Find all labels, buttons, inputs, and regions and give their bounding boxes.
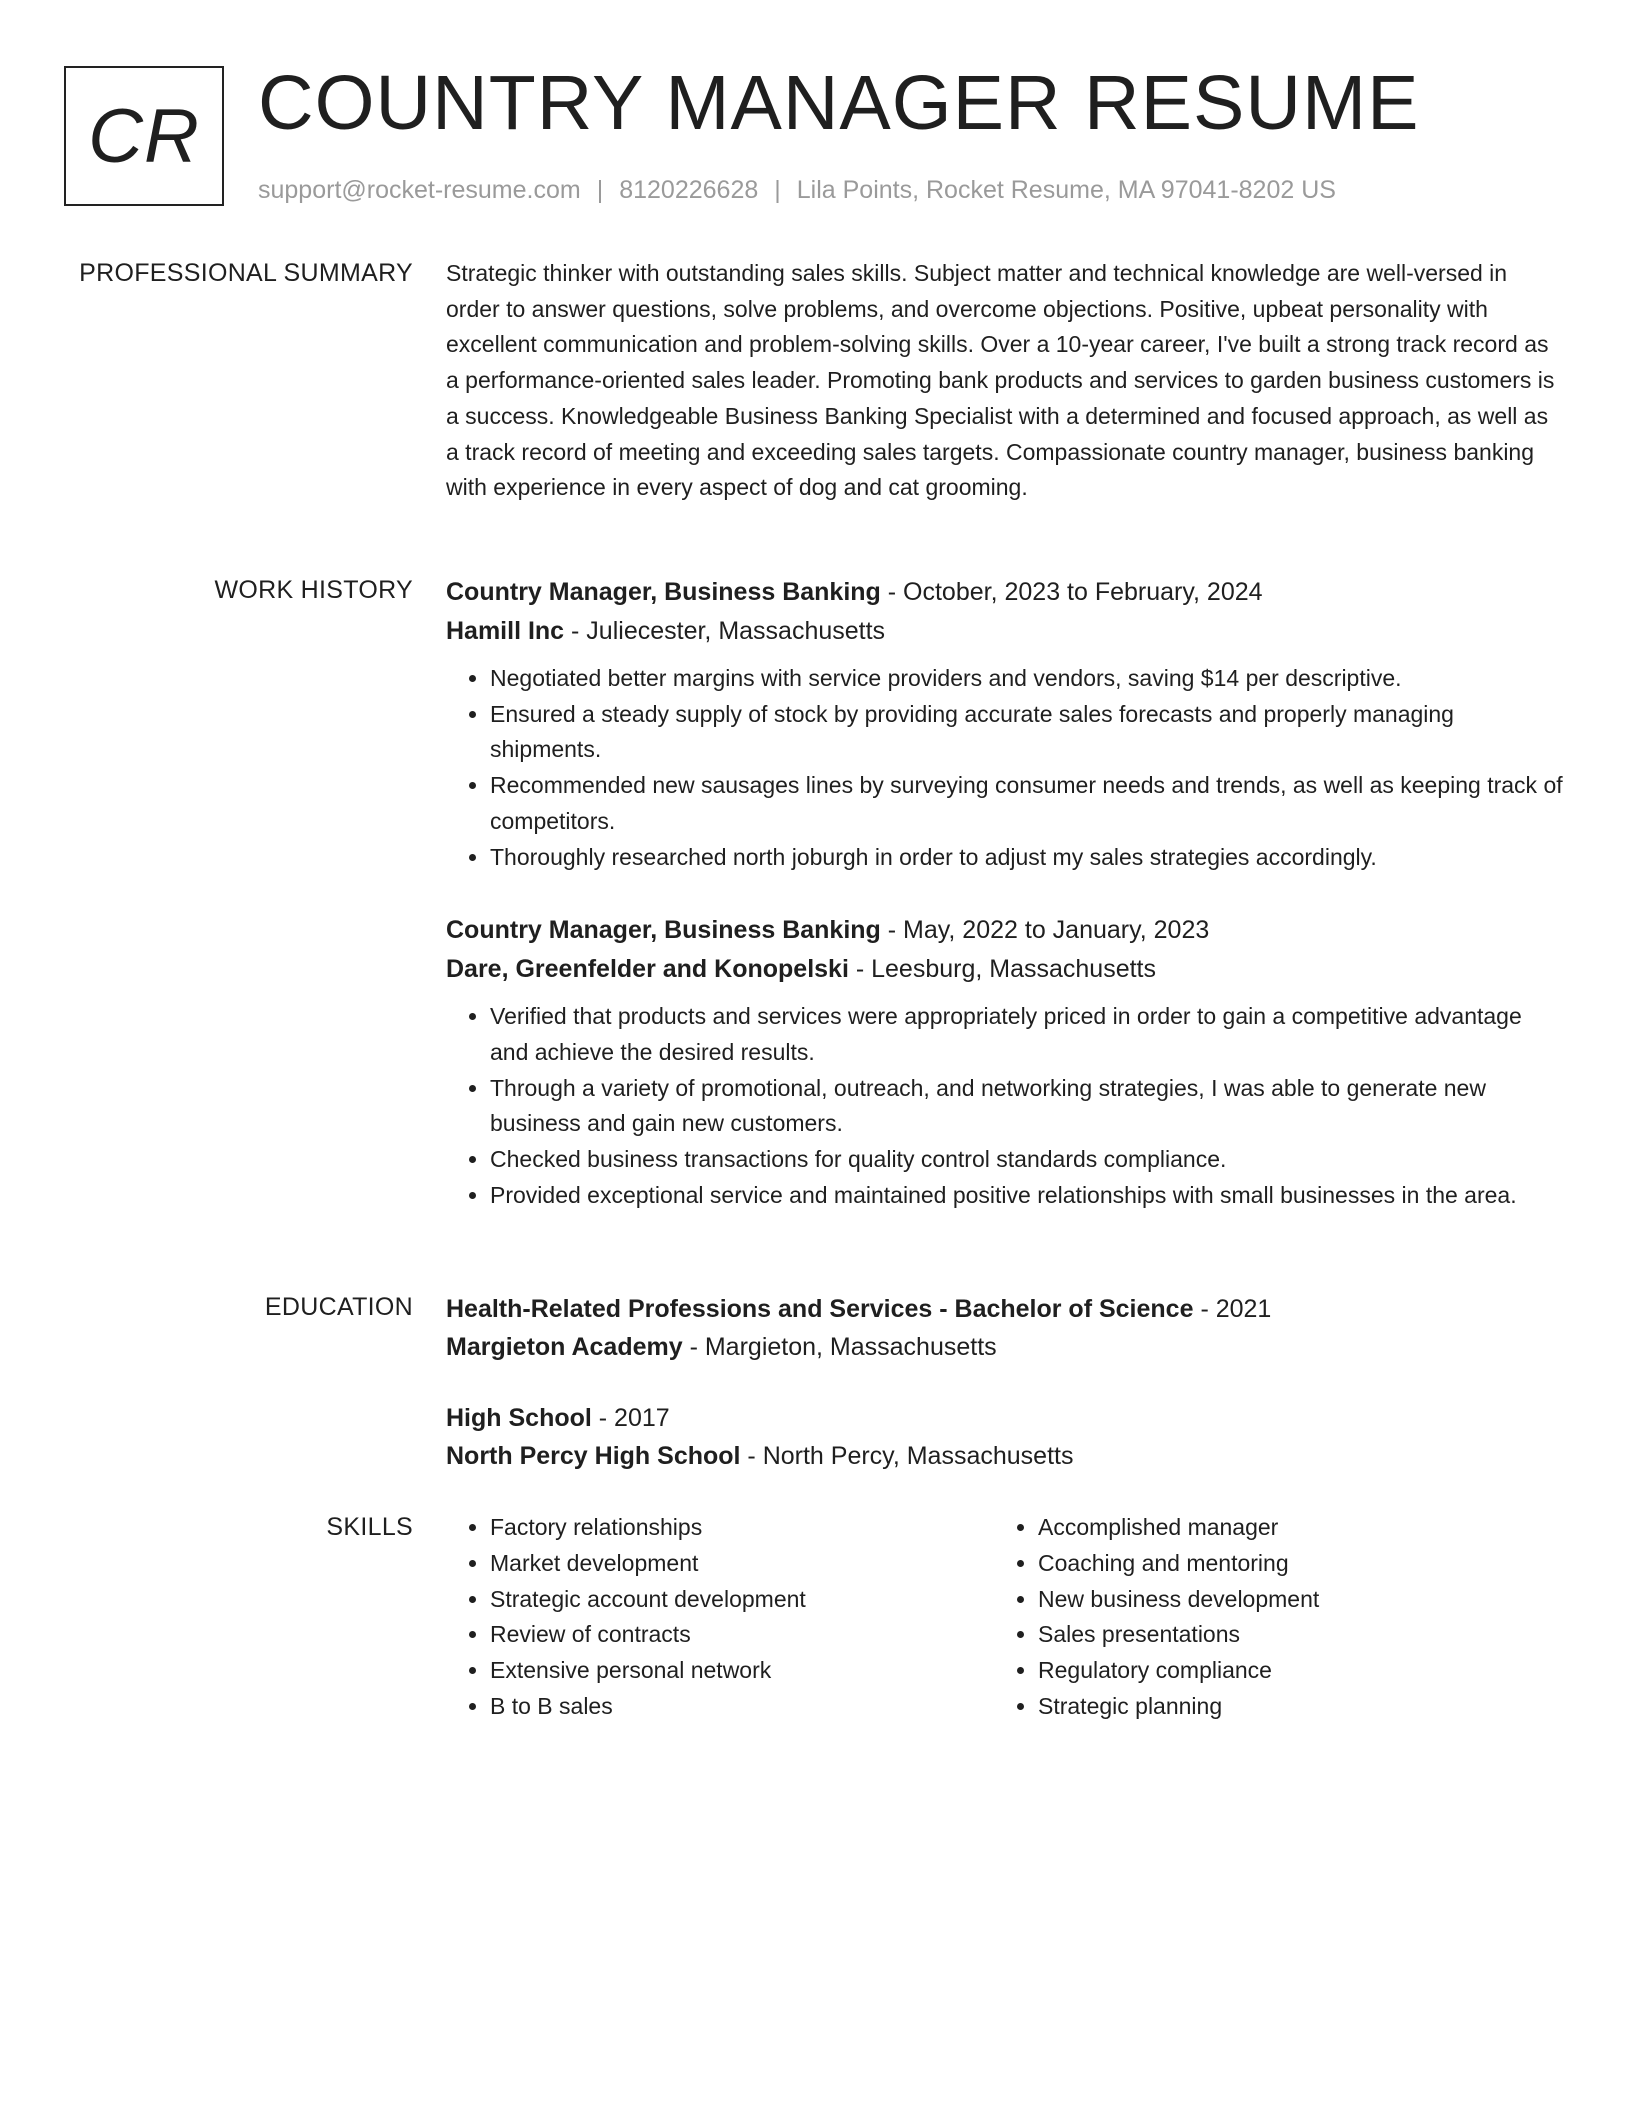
- job-title: Country Manager, Business Banking: [446, 916, 881, 945]
- education-degree: Health-Related Professions and Services - Bachelor of Science: [446, 1295, 1194, 1323]
- job-bullet: • Through a variety of promotional, outreach, and networking strategies, I was able to generate new business and gain new customers.: [490, 1071, 1566, 1142]
- job-bullet: • Provided exceptional service and maintained positive relationships with small businesses in the area.: [490, 1178, 1566, 1214]
- summary-body: [446, 256, 1566, 506]
- education-school-line: [446, 1328, 1566, 1366]
- education-school: Margieton Academy: [446, 1333, 683, 1361]
- job-dates: - May, 2022 to January, 2023: [880, 916, 1210, 945]
- skill-item: • Coaching and mentoring: [1038, 1546, 1542, 1582]
- education-location: - Margieton, Massachusetts: [682, 1333, 997, 1361]
- resume-title: COUNTRY MANAGER RESUME: [258, 60, 1420, 146]
- skill-item: • Accomplished manager: [1038, 1510, 1542, 1546]
- job-bullets: [446, 999, 1566, 1213]
- job-company: Dare, Greenfelder and Konopelski: [446, 955, 849, 984]
- section-label: SKILLS: [326, 1513, 413, 1541]
- work-body: [446, 573, 1566, 1213]
- skills-columns: [446, 1510, 1566, 1725]
- job-bullet: • Thoroughly researched north joburgh in order to adjust my sales strategies accordingly.: [490, 840, 1566, 876]
- skill-item: • Sales presentations: [1038, 1617, 1542, 1653]
- education-degree-line: [446, 1290, 1566, 1328]
- job-bullet: • Verified that products and services were appropriately priced in order to gain a competitive advantage and achieve the desired results.: [490, 999, 1566, 1070]
- job-dates: - October, 2023 to February, 2024: [880, 578, 1263, 606]
- section-label: PROFESSIONAL SUMMARY: [79, 259, 413, 287]
- skill-item: • Review of contracts: [490, 1617, 994, 1653]
- job-bullet: • Recommended new sausages lines by surveying consumer needs and trends, as well as keeping track of competitors.: [490, 768, 1566, 839]
- education-degree: High School: [446, 1404, 592, 1432]
- skill-item: • New business development: [1038, 1582, 1542, 1618]
- contact-line: [258, 174, 1336, 206]
- job-location: - Juliecester, Massachusetts: [564, 617, 886, 645]
- job-title: Country Manager, Business Banking: [446, 578, 881, 606]
- job-entry: [446, 911, 1566, 1213]
- job-title-line: [446, 573, 1566, 612]
- section-label: WORK HISTORY: [214, 576, 413, 604]
- job-location: - Leesburg, Massachusetts: [848, 955, 1156, 984]
- job-bullet: • Checked business transactions for quality control standards compliance.: [490, 1142, 1566, 1178]
- skills-list-left: [446, 1510, 994, 1725]
- education-school-line: [446, 1437, 1566, 1475]
- section-label: EDUCATION: [264, 1293, 413, 1321]
- monogram-logo: CR: [64, 66, 224, 206]
- contact-phone: 8120226628: [619, 176, 759, 204]
- job-bullet: • Ensured a steady supply of stock by providing accurate sales forecasts and properly managing shipments.: [490, 697, 1566, 768]
- job-bullet: • Negotiated better margins with service providers and vendors, saving $14 per descriptive.: [490, 661, 1566, 697]
- job-company-line: [446, 612, 1566, 651]
- skill-item: • Factory relationships: [490, 1510, 994, 1546]
- job-company-line: [446, 950, 1566, 989]
- contact-separator: |: [774, 176, 781, 204]
- skill-item: • Extensive personal network: [490, 1653, 994, 1689]
- education-year: - 2021: [1193, 1295, 1272, 1323]
- job-bullets: [446, 661, 1566, 875]
- contact-separator: |: [596, 176, 604, 204]
- education-entry: [446, 1290, 1566, 1366]
- skill-item: • Market development: [490, 1546, 994, 1582]
- skills-body: [446, 1510, 1566, 1725]
- education-location: - North Percy, Massachusetts: [740, 1442, 1074, 1470]
- skill-item: • Strategic planning: [1038, 1689, 1542, 1725]
- education-school: North Percy High School: [446, 1442, 741, 1470]
- contact-address: Lila Points, Rocket Resume, MA 97041-8202 US: [796, 176, 1336, 204]
- summary-text: Strategic thinker with outstanding sales skills. Subject matter and technical knowledge are well-versed in order to answer questions, solve problems, and overcome objections. Positive, upbeat personality with excellent communication and problem-solving skills. Over a 10-year career, I've built a strong track record as a performance-oriented sales leader. Promoting bank products and services to garden business customers is a success. Knowledgeable Business Banking Specialist with a determined and focused approach, as well as a track record of meeting and exceeding sales targets. Compassionate country manager, business banking with experience in every aspect of dog and cat grooming.: [446, 260, 1555, 501]
- contact-email: support@rocket-resume.com: [258, 176, 581, 204]
- job-company: Hamill Inc: [446, 617, 565, 645]
- skills-list-right: [994, 1510, 1542, 1725]
- education-entry: [446, 1399, 1566, 1475]
- skill-item: • Strategic account development: [490, 1582, 994, 1618]
- job-title-line: [446, 911, 1566, 950]
- education-degree-line: [446, 1399, 1566, 1437]
- job-entry: [446, 573, 1566, 875]
- education-body: [446, 1290, 1566, 1475]
- skill-item: • B to B sales: [490, 1689, 994, 1725]
- education-year: - 2017: [591, 1404, 670, 1432]
- skill-item: • Regulatory compliance: [1038, 1653, 1542, 1689]
